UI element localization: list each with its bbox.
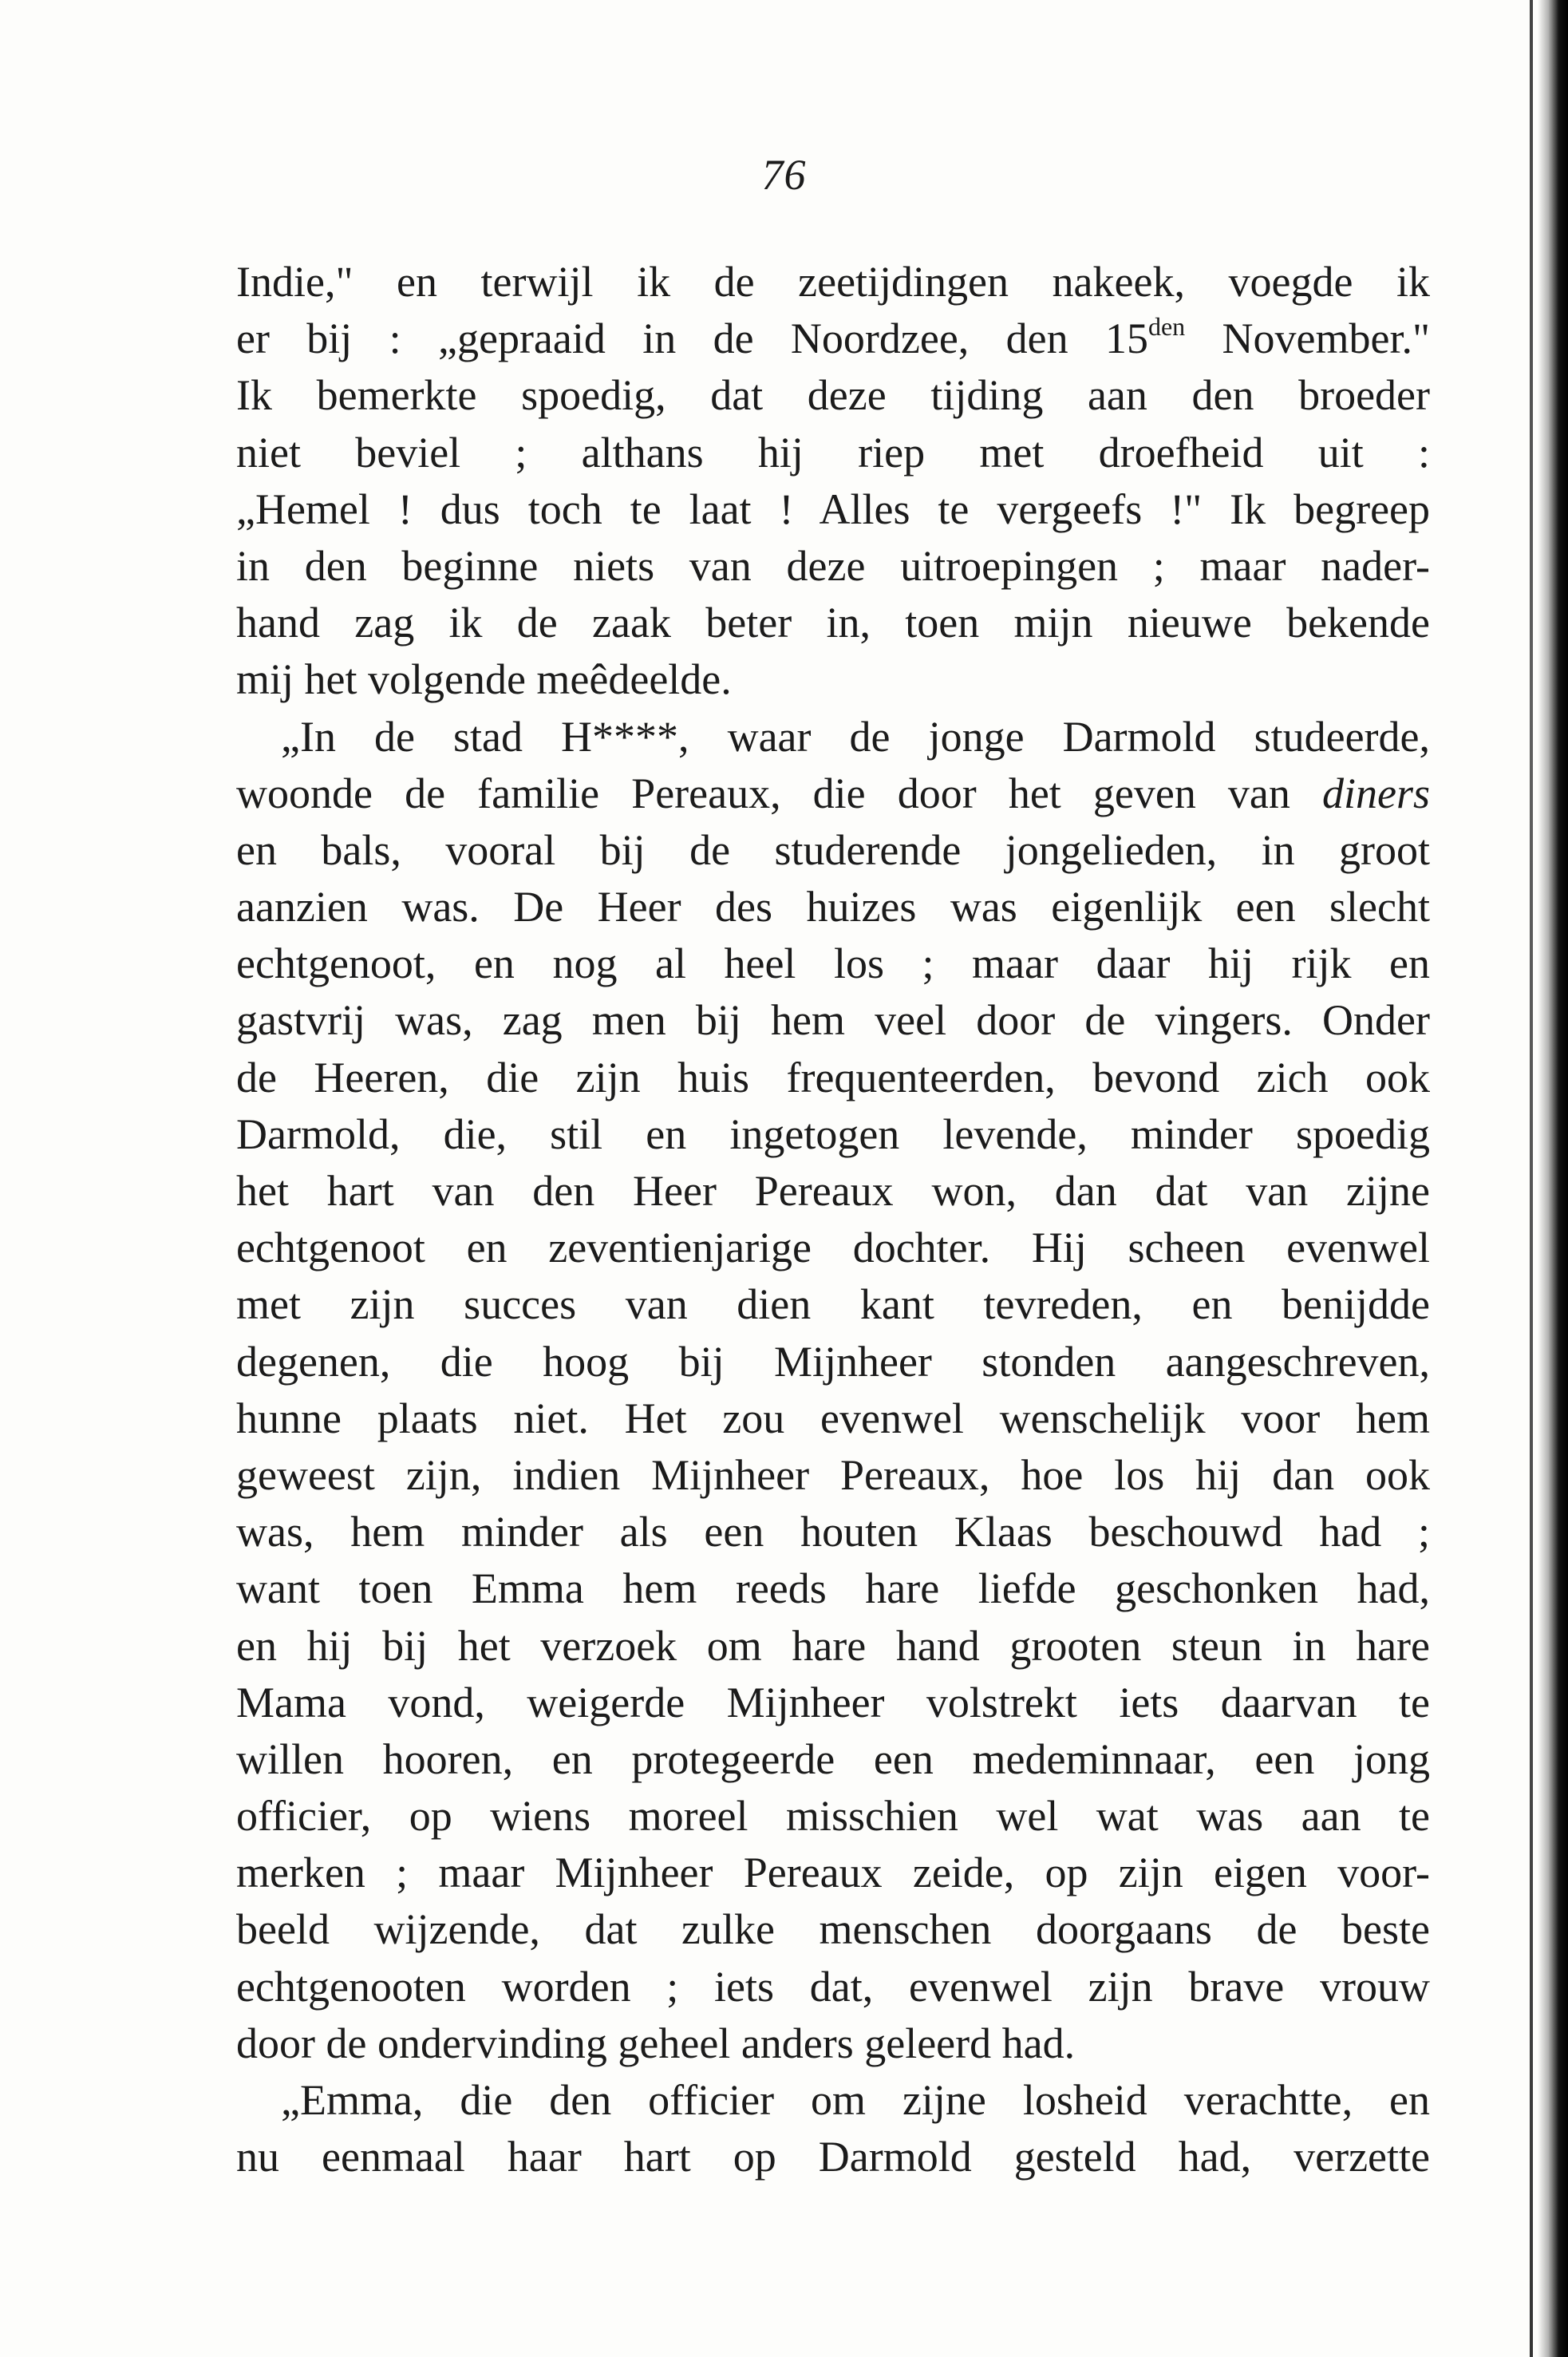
text-line: Indie," en terwijl ik de zeetijdingen nakeek, voegde ik	[236, 258, 1430, 306]
page-edge-shadow	[1538, 0, 1568, 2357]
text-line: de Heeren, die zijn huis frequenteerden, bevond zich ook	[236, 1053, 1430, 1101]
text-line: met zijn succes van dien kant tevreden, en benijdde	[236, 1280, 1430, 1329]
text-line: echtgenoot en zeventienjarige dochter. Hij scheen evenwel	[236, 1224, 1430, 1272]
text-line: en bals, vooral bij de studerende jongelieden, in groot	[236, 825, 1430, 874]
body-text	[236, 254, 1430, 2185]
text-line: „Emma, die den officier om zijne losheid verachtte, en	[281, 2076, 1430, 2124]
text-line: nu eenmaal haar hart op Darmold gesteld had, verzette	[236, 2133, 1430, 2181]
italic-word: diners	[1322, 769, 1431, 817]
text-fragment: woonde de familie Pereaux, die door het geven van	[236, 769, 1290, 817]
text-line: geweest zijn, indien Mijnheer Pereaux, hoe los hij dan ook	[236, 1450, 1430, 1499]
text-line: niet beviel ; althans hij riep met droefheid uit :	[236, 428, 1430, 477]
text-line: „In de stad H****, waar de jonge Darmold studeerde,	[281, 712, 1430, 761]
page-edge-line	[1530, 0, 1533, 2357]
text-line: aanzien was. De Heer des huizes was eigenlijk een slecht	[236, 883, 1430, 931]
text-line: het hart van den Heer Pereaux won, dan dat van zijne	[236, 1167, 1430, 1215]
text-line: „Hemel ! dus toch te laat ! Alles te vergeefs !" Ik begreep	[236, 484, 1430, 533]
text-line: Mama vond, weigerde Mijnheer volstrekt iets daarvan te	[236, 1678, 1430, 1726]
text-line: was, hem minder als een houten Klaas beschouwd had ;	[236, 1508, 1430, 1556]
text-line: merken ; maar Mijnheer Pereaux zeide, op zijn eigen voor-	[236, 1849, 1430, 1897]
text-line: willen hooren, en protegeerde een medeminnaar, een jong	[236, 1734, 1430, 1783]
text-line: door de ondervinding geheel anders geleerd had.	[236, 2019, 1076, 2067]
text-line: degenen, die hoog bij Mijnheer stonden aangeschreven,	[236, 1337, 1430, 1386]
text-line: echtgenoot, en nog al heel los ; maar daar hij rijk en	[236, 939, 1430, 988]
text-line: en hij bij het verzoek om hare hand grooten steun in hare	[236, 1621, 1430, 1670]
text-fragment: er bij : „gepraaid in de Noordzee, den 15	[236, 314, 1148, 363]
text-fragment: November."	[1185, 314, 1431, 363]
text-line: beeld wijzende, dat zulke menschen doorgaans de beste	[236, 1905, 1430, 1954]
text-line: Ik bemerkte spoedig, dat deze tijding aan den broeder	[236, 371, 1430, 420]
text-line: hunne plaats niet. Het zou evenwel wenschelijk voor hem	[236, 1394, 1430, 1442]
superscript-den: den	[1147, 312, 1186, 342]
text-line: mij het volgende meêdeelde.	[236, 655, 732, 704]
text-line: gastvrij was, zag men bij hem veel door de vingers. Onder	[236, 996, 1430, 1045]
text-line: hand zag ik de zaak beter in, toen mijn nieuwe bekende	[236, 599, 1430, 647]
text-line: echtgenooten worden ; iets dat, evenwel zijn brave vrouw	[236, 1962, 1430, 2011]
text-line-with-italic	[236, 765, 1430, 822]
page-number: 76	[761, 151, 807, 199]
text-line-with-superscript	[236, 310, 1430, 367]
text-line: officier, op wiens moreel misschien wel wat was aan te	[236, 1792, 1430, 1841]
text-line: in den beginne niets van deze uitroepingen ; maar nader-	[236, 541, 1430, 590]
text-line: want toen Emma hem reeds hare liefde geschonken had,	[236, 1564, 1430, 1613]
text-line: Darmold, die, stil en ingetogen levende, minder spoedig	[236, 1109, 1430, 1158]
